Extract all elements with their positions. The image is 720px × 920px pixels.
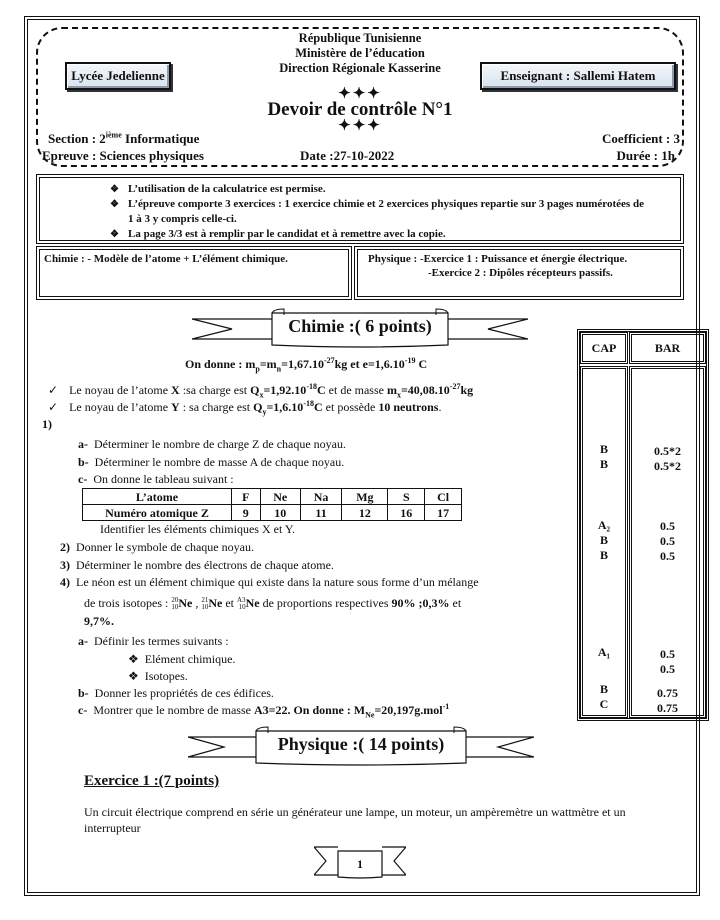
question-4-proportion: 9,7%. [84,614,114,628]
question-2: 2) Donner le symbole de chaque noyau. [60,540,254,554]
bareme-bar-cell: 0.5*2 0.5*2 [654,444,681,473]
topic-chimie-box [36,246,352,300]
question-4c: c- Montrer que le nombre de masse A3=22. On donne : $M_{Ne}=20,197g.mol^{-1}$ [78,702,450,720]
bareme-bar-cell: 0.5 0.5 [660,647,675,676]
page-number-banner [314,843,406,879]
question-4-isotopes: de trois isotopes : 20 10Ne , 21 10Ne et A3 10Ne de proportions respectives 90% ;0,3% et [84,596,462,611]
diamond-bullet-icon: ❖ [128,669,139,683]
topic-chimie: Chimie : - Modèle de l’atome + L’élément chimique. [44,253,288,265]
atom-y-info: ✓ Le noyau de l’atome Y : sa charge est $Q_y=1,6.10^{-18}C$ et possède 10 neutrons. [48,399,441,415]
bareme-cap-cell: A₁ [597,645,611,659]
stars-bottom-icon: ✦✦✦ [338,118,382,134]
instruction-item: ❖ L’utilisation de la calculatrice est permise. [128,182,680,197]
bareme-cap-cell: B B [599,442,608,471]
exercise-1-title: Exercice 1 :(7 points) [84,773,220,789]
atomic-number-table [82,488,462,521]
question-4a-item: ❖ Elément chimique. [128,652,236,666]
question-1b: b- Déterminer le nombre de masse A de chaque noyau. [78,455,345,469]
bareme-bar-header: BAR [629,332,706,364]
section-label: Section : 2ième Informatique [48,130,200,146]
stars-top-icon: ✦✦✦ [338,86,382,102]
question-1c: c- On donne le tableau suivant : [78,472,234,486]
chimie-banner [192,305,528,349]
question-1-label: 1) [42,417,52,431]
coefficient-label: Coefficient : 3 [602,131,680,146]
physique-banner-label: Physique :( 14 points) [277,734,445,754]
given-constants: On donne : $m_p=m_n=1,67.10^{-27}kg$ et $e=1,6.10^{-19}$ C [185,356,428,374]
chimie-banner-label: Chimie :( 6 points) [288,316,432,336]
page-number: 1 [357,857,363,871]
bareme-cap-cell: A₂ B B [597,518,611,562]
topic-physique-box [354,246,684,300]
topic-physique-1: Physique : -Exercice 1 : Puissance et énergie électrique. [368,253,628,265]
question-4b: b- Donner les propriétés de ces édifices. [78,686,274,700]
table-row: Numéro atomique Z 9 10 11 12 16 17 [83,505,462,521]
bareme-bar-cell: 0.5 0.5 0.5 [660,519,675,563]
question-4a: a- Définir les termes suivants : [78,634,229,648]
republic-label: République Tunisienne [298,31,422,45]
instruction-item: ❖ L’épreuve comporte 3 exercices : 1 exercice chimie et 2 exercices physiques repartie sur 3 pages numérotées de 1 à 3 y compris celle-ci. [128,197,648,227]
question-4a-item: ❖ Isotopes. [128,669,188,683]
bareme-cap-header: CAP [580,332,628,364]
atom-x-info: ✓ Le noyau de l’atome X :sa charge est $Q_x=1,92.10^{-18}C$ et de masse $m_x=40,08.10^{-27}kg$ [48,382,473,398]
instruction-item: ❖ La page 3/3 est à remplir par le candidat et à remettre avec la copie. [128,227,680,242]
question-4: 4) Le néon est un élément chimique qui existe dans la nature sous forme d’un mélange [60,575,479,589]
school-box: Lycée Jedelienne [65,62,171,90]
table-row: L’atome F Ne Na Mg S Cl [83,489,462,505]
question-1c-identify: Identifier les éléments chimiques X et Y. [100,522,295,536]
bareme-cap-cell: B C [599,682,609,711]
exam-title: Devoir de contrôle N°1 [267,99,453,120]
question-1a: a- Déterminer le nombre de charge Z de chaque noyau. [78,437,346,451]
question-3: 3) Déterminer le nombre des électrons de chaque atome. [60,558,334,572]
epreuve-label: Epreuve : Sciences physiques [42,148,204,163]
direction-label: Direction Régionale Kasserine [279,61,441,75]
exercise-1-text: Un circuit électrique comprend en série un générateur une lampe, un moteur, un ampèremètre un wattmètre et un interrupteur [84,805,626,835]
bareme-bar-cell: 0.75 0.75 [657,686,678,715]
topic-physique-2: -Exercice 2 : Dipôles récepteurs passifs. [428,267,613,279]
ministry-label: Ministère de l’éducation [295,46,425,60]
diamond-bullet-icon: ❖ [128,652,139,666]
teacher-box: Enseignant : Sallemi Hatem [480,62,676,90]
header-institution [230,31,490,76]
physique-banner [188,723,534,767]
instructions-box [36,174,684,244]
duree-label: Durée : 1h [616,148,675,163]
date-label: Date :27-10-2022 [300,148,395,163]
